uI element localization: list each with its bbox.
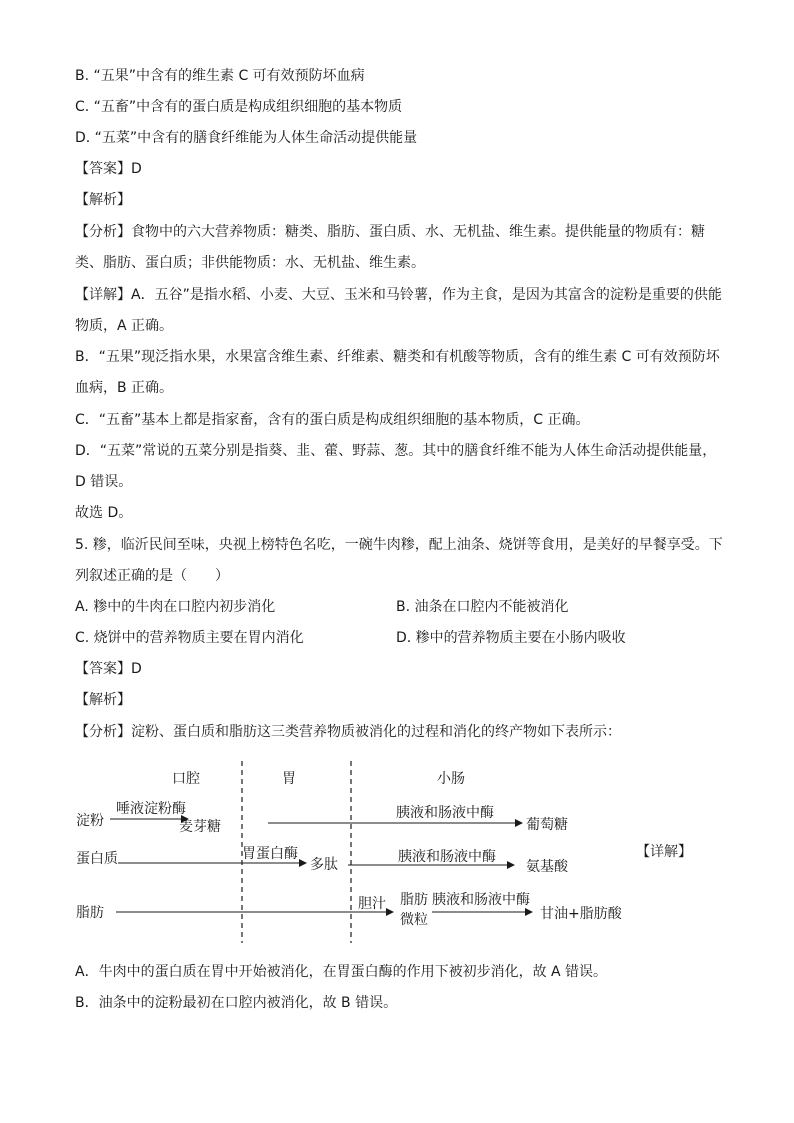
- header-intestine: 小肠: [437, 771, 465, 787]
- q4-xiangjie-line-8: 故选 D。: [75, 505, 133, 521]
- q4-xiangjie-line-6: D．“五菜”常说的五菜分别是指葵、韭、藿、野蒜、葱。其中的膳食纤维不能为人体生命活动提供能量，: [75, 443, 717, 459]
- q4-xiangjie-line-2: 物质，A 正确。: [75, 318, 174, 334]
- starch-enzyme-2: 胰液和肠液中酶: [396, 805, 494, 821]
- row-label-starch: 淀粉: [76, 813, 104, 829]
- fat-product-1-b: 微粒: [400, 912, 428, 928]
- fat-bile: 胆汁: [358, 896, 386, 912]
- q4-xiangjie-line-4: 血病，B 正确。: [75, 380, 174, 396]
- fat-final: 甘油+脂肪酸: [540, 906, 622, 922]
- q4-option-d: D. “五菜”中含有的膳食纤维能为人体生命活动提供能量: [75, 130, 418, 146]
- q5-analysis-label: 【解析】: [75, 692, 131, 708]
- starch-enzyme-1: 唾液淀粉酶: [116, 801, 186, 817]
- q5-answer: 【答案】D: [75, 661, 142, 677]
- q5-option-d: D. 糁中的营养物质主要在小肠内吸收: [396, 630, 626, 646]
- header-stomach: 胃: [282, 771, 296, 787]
- q4-xiangjie-line-7: D 错误。: [75, 474, 133, 490]
- q5-option-b: B. 油条在口腔内不能被消化: [396, 599, 569, 615]
- protein-product-1: 多肽: [310, 857, 338, 873]
- row-label-protein: 蛋白质: [76, 851, 118, 867]
- q4-answer: 【答案】D: [75, 161, 142, 177]
- q4-fenxi-line-1: 【分析】食物中的六大营养物质：糖类、脂肪、蛋白质、水、无机盐、维生素。提供能量的物质有：糖: [75, 224, 705, 240]
- digestion-diagram: [0, 755, 794, 950]
- q5-xiangjie-line-2: B．油条中的淀粉最初在口腔内被消化，故 B 错误。: [75, 995, 398, 1011]
- q5-fenxi: 【分析】淀粉、蛋白质和脂肪这三类营养物质被消化的过程和消化的终产物如下表所示：: [75, 724, 621, 740]
- q4-option-b: B. “五果”中含有的维生素 C 可有效预防坏血病: [75, 68, 365, 84]
- q5-xiangjie-line-1: A．牛肉中的蛋白质在胃中开始被消化，在胃蛋白酶的作用下被初步消化，故 A 错误。: [75, 964, 608, 980]
- q4-xiangjie-line-3: B．“五果”现泛指水果，水果富含维生素、纤维素、糖类和有机酸等物质，含有的维生素 C 可有效预防坏: [75, 349, 720, 365]
- protein-final: 氨基酸: [526, 859, 568, 875]
- header-mouth: 口腔: [172, 771, 200, 787]
- q5-option-c: C. 烧饼中的营养物质主要在胃内消化: [75, 630, 304, 646]
- q4-analysis-label: 【解析】: [75, 192, 131, 208]
- xiangjie-tag: 【详解】: [636, 844, 692, 860]
- q5-option-a: A. 糁中的牛肉在口腔内初步消化: [75, 599, 276, 615]
- q5-stem-line-1: 5. 糁，临沂民间至味，央视上榜特色名吃，一碗牛肉糁，配上油条、烧饼等食用，是美好的早餐享受。下: [75, 537, 723, 553]
- fat-product-1-a: 脂肪: [400, 892, 428, 908]
- row-label-fat: 脂肪: [76, 905, 104, 921]
- q4-fenxi-line-2: 类、脂肪、蛋白质；非供能物质：水、无机盐、维生素。: [75, 255, 425, 271]
- fat-enzyme-2: 胰液和肠液中酶: [432, 892, 530, 908]
- q4-option-c: C. “五畜”中含有的蛋白质是构成组织细胞的基本物质: [75, 99, 403, 115]
- q4-xiangjie-line-5: C．“五畜”基本上都是指家畜，含有的蛋白质是构成组织细胞的基本物质，C 正确。: [75, 412, 590, 428]
- protein-enzyme-1: 胃蛋白酶: [242, 846, 298, 862]
- starch-product-1: 麦芽糖: [179, 819, 221, 835]
- starch-final: 葡萄糖: [526, 817, 568, 833]
- q4-xiangjie-line-1: 【详解】A．五谷”是指水稻、小麦、大豆、玉米和马铃薯，作为主食，是因为其富含的淀粉是重要的供能: [75, 287, 722, 303]
- protein-enzyme-2: 胰液和肠液中酶: [398, 849, 496, 865]
- q5-stem-line-2: 列叙述正确的是（ ）: [75, 568, 229, 584]
